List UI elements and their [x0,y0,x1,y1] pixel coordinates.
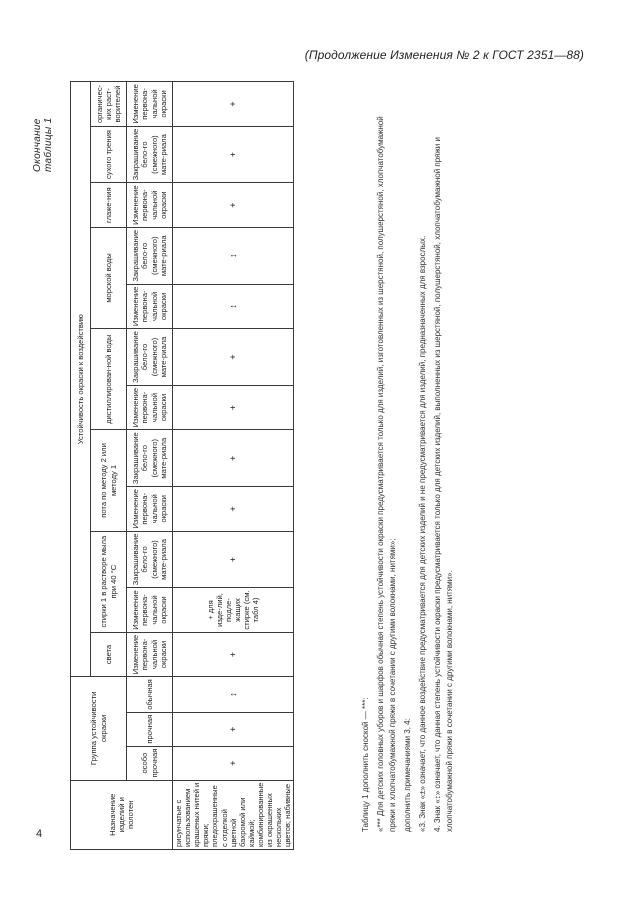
subcol-dist-change: Изменение первона-чальной окраски [127,385,173,429]
group-col-strong: прочная [127,712,173,746]
row-purpose: рисунчатые с использованием крашеных нитей и пряжи; пледохрашенные с отделкой цветной бахромой или каймой; комбинированные из окрашенных нескольких цветов; набивные [173,780,294,849]
cell-wash-stain: + [173,531,294,588]
cell-light-change: + [173,632,294,676]
resistance-table [70,81,294,850]
subcol-iron-change: Изменение первона-чальной окраски [127,183,173,227]
rotated-content [30,84,570,850]
cell-sea-change: ↕ [173,284,294,328]
factor-sea-water: морской воды [91,227,127,328]
group-header: Группа устойчивости окраски [71,677,127,780]
subcol-light-change: Изменение первона-чальной окраски [127,632,173,676]
cell-iron-change: + [173,183,294,227]
factor-ironing: глаже-ния [91,183,127,227]
subcol-sweat-change: Изменение первона-чальной окраски [127,487,173,531]
factor-light: света [91,632,127,676]
table-caption: Окончание таблицы 1 [32,117,54,172]
cell-sea-stain: ↕ [173,227,294,284]
cell-rub-stain: + [173,126,294,183]
purpose-header: Назначение изделий и полотен [71,780,173,849]
resistance-header: Устойчивость окраски к воздействию [71,82,91,677]
subcol-solv-change: Изменение первона-чальной окраски [127,82,173,126]
factor-dry-rubbing: сухого трения [91,126,127,183]
page-header: (Продолжение Изменения № 2 к ГОСТ 2351—88) [304,48,584,62]
cell-wash-change: + для изде-лий, подле-жащих стирке (см. табл 4) [173,588,294,632]
cell-dist-stain: + [173,329,294,386]
subcol-sea-stain: Закрашивание бело-го (смежного) мате-риала [127,227,173,284]
subcol-wash-change: Изменение первона-чальной окраски [127,588,173,632]
factor-sweat: пота по методу 2 или методу 1 [91,430,127,531]
factor-wash: стирки 1 в растворе мыла при 40 °С [91,531,127,632]
subcol-sea-change: Изменение первона-чальной окраски [127,284,173,328]
note-3: «3. Знак «±» означает, что данное воздействие предусматривается для детских изделий и не предусматривается для изделий, предназначенных для взрослых. [418,235,427,832]
note-4: 4. Знак «↕» означает, что данная степень устойчивости окраски предусматривается только для детских изделий, выполненных из шерстяной, полушерстяной, хлопчатобумажной пряжи и хлопчатобумажной пряжи в сочетании с другими волокнами, нитями». [433,137,454,832]
factor-solvents: органичес-ких раст-ворителей [91,82,127,126]
table-row [173,82,294,850]
cell-group-very-strong: + [173,746,294,780]
note-footnote: «*** Для детских головных уборов и шарфов обычная степень устойчивости окраски предусматривается только для изделий, изготовленных из шерстяной, полушерстяной, хлопчатобумажной пряжи и хлопчатобумажной пряжи в сочетании с другими волокнами, нитями»; [376,116,397,832]
cell-sweat-stain: + [173,430,294,487]
cell-group-strong: + [173,712,294,746]
group-col-ordinary: обычная [127,677,173,713]
note-addition: дополнить примечаниями 3, 4: [403,718,412,832]
cell-solv-change: + [173,82,294,126]
subcol-rub-stain: Закрашивание бело-го (смежного) мате-риала [127,126,173,183]
cell-sweat-change: + [173,487,294,531]
cell-dist-change: + [173,385,294,429]
subcol-dist-stain: Закрашивание бело-го (смежного) мате-риала [127,329,173,386]
subcol-sweat-stain: Закрашивание бело-го (смежного) мате-риала [127,430,173,487]
page-number: 4 [36,828,43,840]
notes [360,106,459,846]
factor-distilled-water: дистиллирован-ной воды [91,329,127,430]
subcol-wash-stain: Закрашивание бело-го (смежного) мате-риала [127,531,173,588]
note-intro: Таблицу 1 дополнить сноской — ***: [361,697,370,832]
cell-group-ordinary: ↕ [173,677,294,713]
group-col-very-strong: особо прочная [127,746,173,780]
